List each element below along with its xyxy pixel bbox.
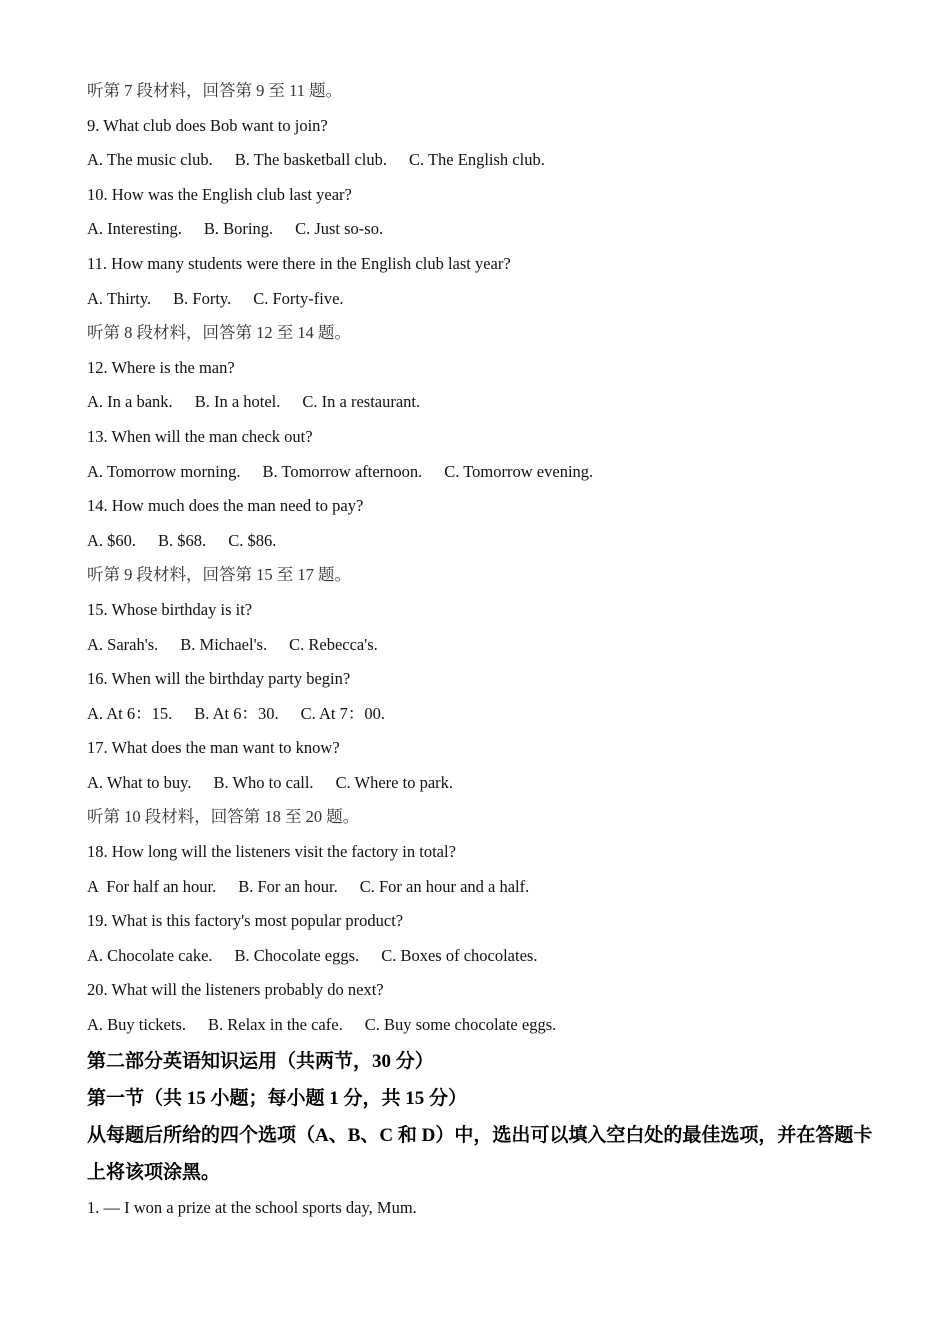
option-a: A. Interesting.: [87, 219, 182, 239]
option-b: B. Forty.: [173, 288, 232, 308]
question-text: 15. Whose birthday is it?: [87, 599, 253, 619]
section-note: 听第 7 段材料，回答第 9 至 11 题。: [87, 81, 343, 100]
question-text: 11. How many students were there in the English club last year?: [87, 253, 511, 273]
option-b: B. At 6：30.: [194, 703, 279, 723]
section-note: 听第 9 段材料，回答第 15 至 17 题。: [87, 565, 351, 585]
listening-section: [87, 74, 877, 1043]
options-row: [87, 870, 877, 905]
option-a: A. Thirty.: [87, 288, 152, 308]
question-text: 10. How was the English club last year?: [87, 184, 352, 204]
option-a: A. Buy tickets.: [87, 1015, 186, 1035]
question-text: 16. When will the birthday party begin?: [87, 669, 351, 689]
part2-question-1: 1. — I won a prize at the school sports day, Mum.: [87, 1197, 417, 1217]
options-row: [87, 524, 877, 559]
question-text: 17. What does the man want to know?: [87, 738, 340, 758]
option-a: A. In a bank.: [87, 392, 173, 412]
option-a: A For half an hour.: [87, 876, 217, 896]
option-c: C. In a restaurant.: [302, 392, 421, 412]
options-row: [87, 212, 877, 247]
options-row: [87, 628, 877, 663]
options-row: [87, 143, 877, 178]
option-a: A. The music club.: [87, 150, 213, 170]
document-page: [87, 74, 877, 1225]
option-b: B. $68.: [158, 530, 207, 550]
option-b: B. Michael's.: [180, 634, 268, 654]
option-a: A. What to buy.: [87, 772, 192, 792]
option-c: C. For an hour and a half.: [359, 876, 530, 896]
question-text: 20. What will the listeners probably do next?: [87, 980, 384, 1000]
option-c: C. At 7：00.: [300, 703, 385, 723]
option-b: B. Chocolate eggs.: [234, 945, 360, 965]
options-row: [87, 385, 877, 420]
option-c: C. Where to park.: [335, 772, 454, 792]
option-a: A. At 6：15.: [87, 703, 173, 723]
option-b: B. In a hotel.: [194, 392, 281, 412]
part2-section-title: 第一节（共 15 小题；每小题 1 分，共 15 分）: [87, 1087, 468, 1109]
option-c: C. Rebecca's.: [289, 634, 378, 654]
options-row: [87, 939, 877, 974]
option-b: B. The basketball club.: [234, 150, 388, 170]
option-c: C. $86.: [228, 530, 277, 550]
part2-instruction: 从每题后所给的四个选项（A、B、C 和 D）中，选出可以填入空白处的最佳选项，并在答题卡上将该项涂黑。: [87, 1124, 873, 1183]
options-row: [87, 1008, 877, 1043]
question-text: 19. What is this factory's most popular product?: [87, 911, 404, 931]
option-c: C. Tomorrow evening.: [444, 461, 594, 481]
option-a: A. Tomorrow morning.: [87, 461, 241, 481]
question-text: 14. How much does the man need to pay?: [87, 496, 364, 516]
part2-title: 第二部分英语知识运用（共两节，30 分）: [87, 1050, 434, 1072]
option-c: C. Boxes of chocolates.: [381, 945, 538, 965]
option-b: B. Relax in the cafe.: [208, 1015, 343, 1035]
question-text: 18. How long will the listeners visit the factory in total?: [87, 842, 456, 862]
option-b: B. Who to call.: [213, 772, 314, 792]
option-a: A. $60.: [87, 530, 137, 550]
option-a: A. Sarah's.: [87, 634, 159, 654]
options-row: [87, 282, 877, 317]
option-c: C. The English club.: [409, 150, 545, 170]
option-c: C. Just so-so.: [295, 219, 384, 239]
options-row: [87, 455, 877, 490]
section-note: 听第 8 段材料，回答第 12 至 14 题。: [87, 323, 351, 343]
question-text: 9. What club does Bob want to join?: [87, 115, 328, 135]
option-c: C. Buy some chocolate eggs.: [364, 1015, 557, 1035]
options-row: [87, 766, 877, 801]
question-text: 12. Where is the man?: [87, 357, 235, 377]
option-b: B. For an hour.: [238, 876, 338, 896]
option-c: C. Forty-five.: [253, 288, 344, 308]
question-text: 13. When will the man check out?: [87, 426, 313, 446]
option-b: B. Boring.: [203, 219, 274, 239]
option-b: B. Tomorrow afternoon.: [262, 461, 423, 481]
section-note: 听第 10 段材料，回答第 18 至 20 题。: [87, 807, 360, 827]
options-row: [87, 697, 877, 732]
option-a: A. Chocolate cake.: [87, 945, 213, 965]
